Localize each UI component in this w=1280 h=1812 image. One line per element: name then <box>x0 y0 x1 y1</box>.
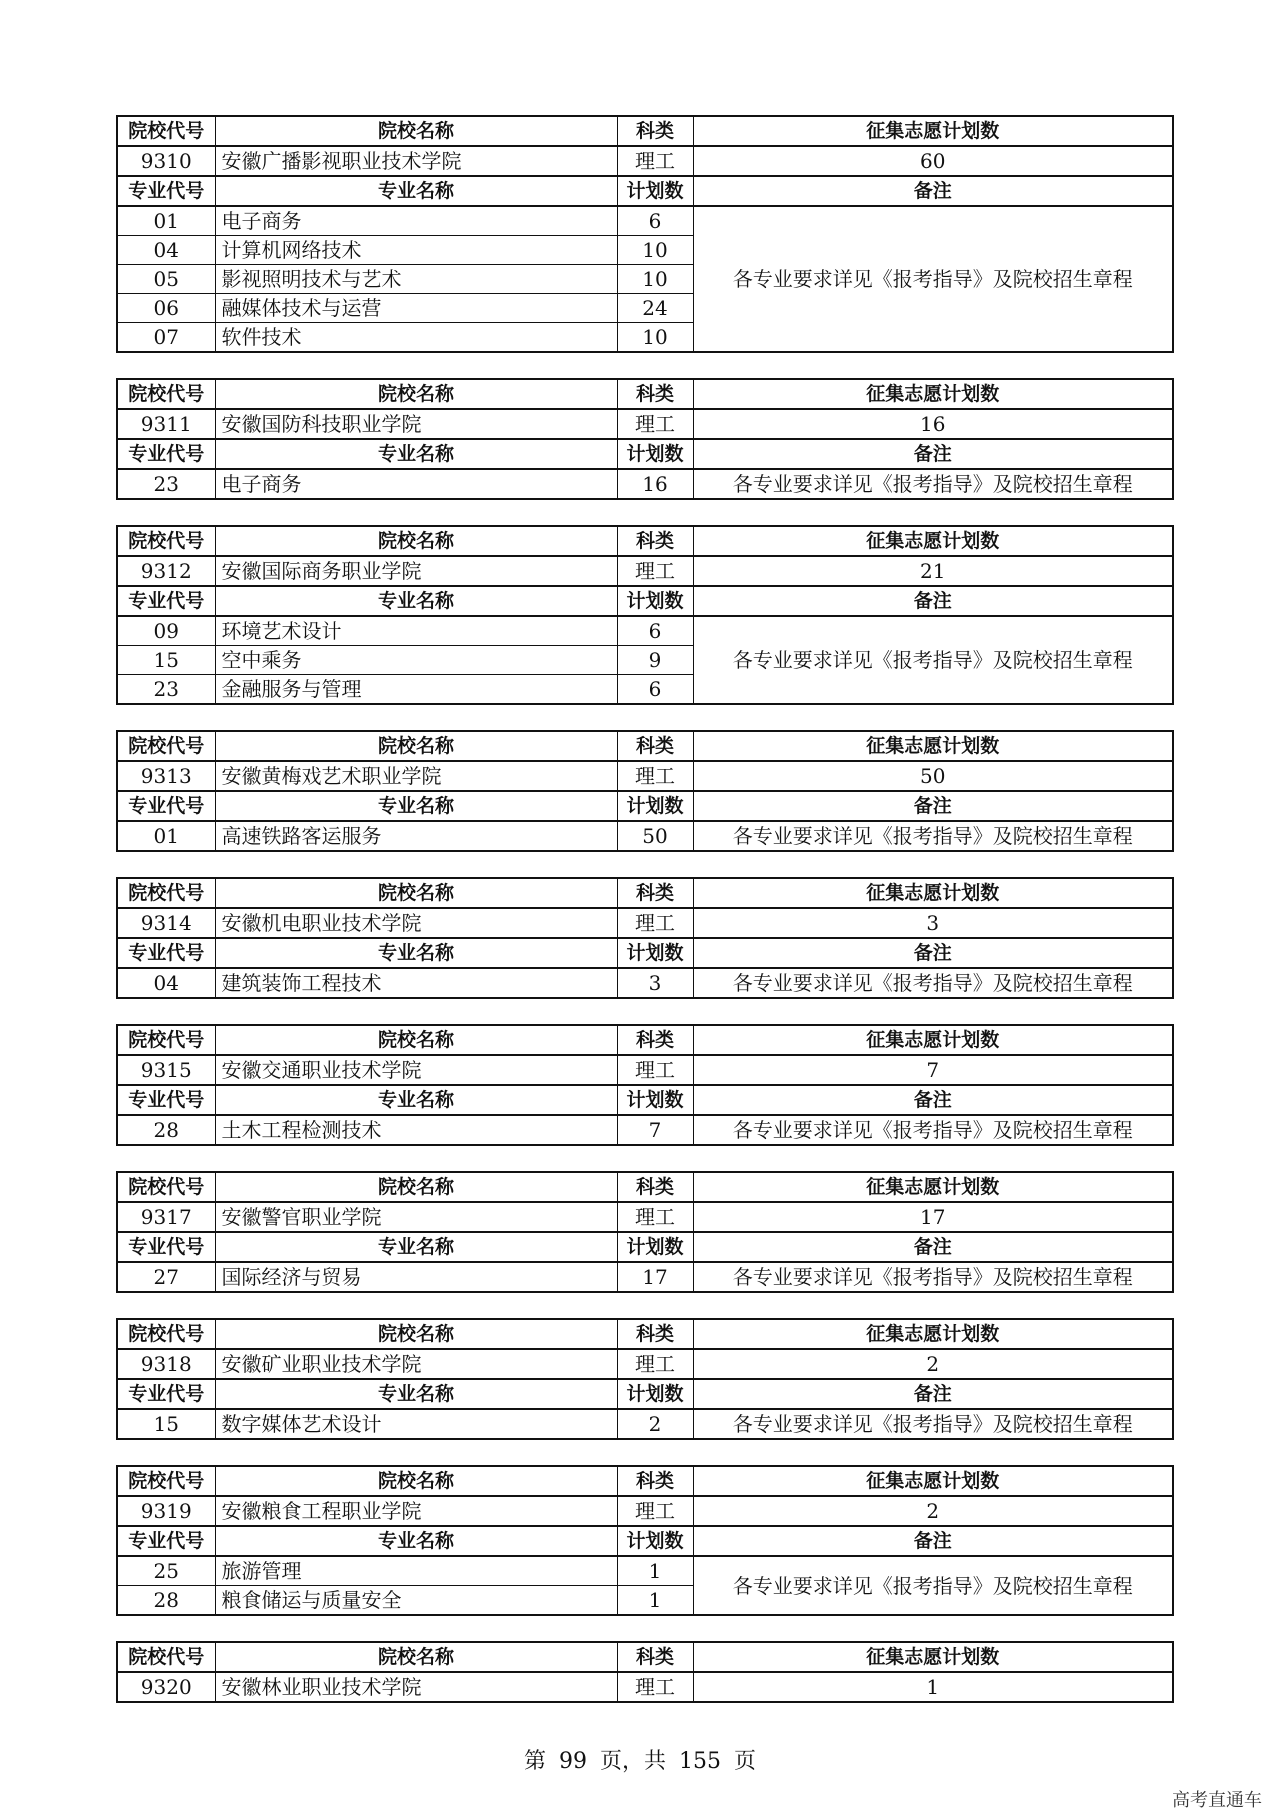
plan-total-header: 征集志愿计划数 <box>693 1319 1173 1349</box>
school-block <box>116 525 1174 705</box>
major-note: 各专业要求详见《报考指导》及院校招生章程 <box>693 616 1173 704</box>
school-row <box>117 409 1173 439</box>
major-plan-count: 10 <box>617 323 693 353</box>
school-name-header: 院校名称 <box>215 878 617 908</box>
major-plan-count: 9 <box>617 646 693 675</box>
major-name: 空中乘务 <box>215 646 617 675</box>
school-block <box>116 730 1174 852</box>
school-name: 安徽机电职业技术学院 <box>215 908 617 938</box>
note-header: 备注 <box>693 1379 1173 1409</box>
major-code-header: 专业代号 <box>117 791 215 821</box>
school-code: 9312 <box>117 556 215 586</box>
school-code-header: 院校代号 <box>117 379 215 409</box>
school-block <box>116 1171 1174 1293</box>
major-code-header: 专业代号 <box>117 1379 215 1409</box>
school-header-row <box>117 878 1173 908</box>
school-name-header: 院校名称 <box>215 1466 617 1496</box>
note-header: 备注 <box>693 1232 1173 1262</box>
school-code-header: 院校代号 <box>117 878 215 908</box>
plan-count-header: 计划数 <box>617 938 693 968</box>
school-category: 理工 <box>617 1496 693 1526</box>
major-name: 融媒体技术与运营 <box>215 294 617 323</box>
school-code: 9317 <box>117 1202 215 1232</box>
school-name-header: 院校名称 <box>215 731 617 761</box>
major-row <box>117 469 1173 499</box>
school-row <box>117 1672 1173 1702</box>
school-code-header: 院校代号 <box>117 526 215 556</box>
school-category: 理工 <box>617 1055 693 1085</box>
school-block <box>116 1465 1174 1616</box>
school-name: 安徽警官职业学院 <box>215 1202 617 1232</box>
note-header: 备注 <box>693 791 1173 821</box>
major-plan-count: 7 <box>617 1115 693 1145</box>
school-plan-total: 2 <box>693 1349 1173 1379</box>
category-header: 科类 <box>617 116 693 146</box>
major-code: 01 <box>117 206 215 236</box>
school-block <box>116 1318 1174 1440</box>
major-code: 23 <box>117 675 215 705</box>
watermark-text: 高考直通车 <box>1172 1790 1262 1811</box>
school-code: 9315 <box>117 1055 215 1085</box>
major-header-row <box>117 176 1173 206</box>
major-header-row <box>117 791 1173 821</box>
school-name: 安徽广播影视职业技术学院 <box>215 146 617 176</box>
category-header: 科类 <box>617 731 693 761</box>
school-category: 理工 <box>617 1672 693 1702</box>
school-code-header: 院校代号 <box>117 731 215 761</box>
major-plan-count: 16 <box>617 469 693 499</box>
school-category: 理工 <box>617 1349 693 1379</box>
footer-total-pages: 155 <box>679 1749 721 1774</box>
major-row <box>117 968 1173 998</box>
school-plan-total: 1 <box>693 1672 1173 1702</box>
school-category: 理工 <box>617 1202 693 1232</box>
major-plan-count: 10 <box>617 265 693 294</box>
school-category: 理工 <box>617 761 693 791</box>
school-code: 9318 <box>117 1349 215 1379</box>
school-plan-total: 3 <box>693 908 1173 938</box>
major-header-row <box>117 1085 1173 1115</box>
major-name: 粮食储运与质量安全 <box>215 1586 617 1616</box>
school-header-row <box>117 1025 1173 1055</box>
school-name: 安徽黄梅戏艺术职业学院 <box>215 761 617 791</box>
school-name-header: 院校名称 <box>215 1642 617 1672</box>
school-tables <box>116 115 1172 1728</box>
note-header: 备注 <box>693 439 1173 469</box>
major-name-header: 专业名称 <box>215 176 617 206</box>
plan-total-header: 征集志愿计划数 <box>693 1025 1173 1055</box>
plan-count-header: 计划数 <box>617 791 693 821</box>
major-note: 各专业要求详见《报考指导》及院校招生章程 <box>693 1262 1173 1292</box>
major-code-header: 专业代号 <box>117 586 215 616</box>
major-plan-count: 1 <box>617 1556 693 1586</box>
major-plan-count: 10 <box>617 236 693 265</box>
plan-total-header: 征集志愿计划数 <box>693 1642 1173 1672</box>
major-note: 各专业要求详见《报考指导》及院校招生章程 <box>693 1115 1173 1145</box>
category-header: 科类 <box>617 526 693 556</box>
school-block <box>116 115 1174 353</box>
major-name: 电子商务 <box>215 206 617 236</box>
school-category: 理工 <box>617 908 693 938</box>
major-code: 07 <box>117 323 215 353</box>
major-code: 23 <box>117 469 215 499</box>
major-name: 影视照明技术与艺术 <box>215 265 617 294</box>
school-block <box>116 1024 1174 1146</box>
category-header: 科类 <box>617 878 693 908</box>
school-name-header: 院校名称 <box>215 1172 617 1202</box>
major-note: 各专业要求详见《报考指导》及院校招生章程 <box>693 1409 1173 1439</box>
major-note: 各专业要求详见《报考指导》及院校招生章程 <box>693 469 1173 499</box>
school-plan-total: 60 <box>693 146 1173 176</box>
school-header-row <box>117 526 1173 556</box>
major-code: 25 <box>117 1556 215 1586</box>
major-name: 计算机网络技术 <box>215 236 617 265</box>
major-code-header: 专业代号 <box>117 1085 215 1115</box>
note-header: 备注 <box>693 1085 1173 1115</box>
footer-suffix: 页 <box>734 1749 757 1774</box>
school-block <box>116 877 1174 999</box>
major-name: 高速铁路客运服务 <box>215 821 617 851</box>
major-name: 软件技术 <box>215 323 617 353</box>
school-header-row <box>117 1172 1173 1202</box>
school-name-header: 院校名称 <box>215 526 617 556</box>
school-header-row <box>117 1319 1173 1349</box>
major-code: 09 <box>117 616 215 646</box>
major-name: 建筑装饰工程技术 <box>215 968 617 998</box>
major-name: 金融服务与管理 <box>215 675 617 705</box>
major-header-row <box>117 1232 1173 1262</box>
school-plan-total: 7 <box>693 1055 1173 1085</box>
major-name-header: 专业名称 <box>215 1379 617 1409</box>
major-code-header: 专业代号 <box>117 439 215 469</box>
footer-page-number: 99 <box>558 1749 587 1774</box>
category-header: 科类 <box>617 1172 693 1202</box>
school-category: 理工 <box>617 409 693 439</box>
school-code-header: 院校代号 <box>117 116 215 146</box>
school-code: 9310 <box>117 146 215 176</box>
category-header: 科类 <box>617 379 693 409</box>
major-row <box>117 1556 1173 1586</box>
school-name-header: 院校名称 <box>215 379 617 409</box>
major-name: 数字媒体艺术设计 <box>215 1409 617 1439</box>
category-header: 科类 <box>617 1319 693 1349</box>
school-name-header: 院校名称 <box>215 1319 617 1349</box>
major-row <box>117 1262 1173 1292</box>
school-row <box>117 761 1173 791</box>
school-header-row <box>117 1642 1173 1672</box>
major-plan-count: 6 <box>617 616 693 646</box>
school-code-header: 院校代号 <box>117 1642 215 1672</box>
major-code: 01 <box>117 821 215 851</box>
major-row <box>117 1409 1173 1439</box>
major-note: 各专业要求详见《报考指导》及院校招生章程 <box>693 821 1173 851</box>
school-name: 安徽粮食工程职业学院 <box>215 1496 617 1526</box>
major-plan-count: 6 <box>617 206 693 236</box>
major-header-row <box>117 1526 1173 1556</box>
school-category: 理工 <box>617 556 693 586</box>
major-name: 国际经济与贸易 <box>215 1262 617 1292</box>
school-plan-total: 2 <box>693 1496 1173 1526</box>
major-name-header: 专业名称 <box>215 1085 617 1115</box>
major-header-row <box>117 586 1173 616</box>
plan-count-header: 计划数 <box>617 1232 693 1262</box>
major-code: 28 <box>117 1115 215 1145</box>
major-plan-count: 50 <box>617 821 693 851</box>
school-code: 9313 <box>117 761 215 791</box>
major-header-row <box>117 938 1173 968</box>
note-header: 备注 <box>693 938 1173 968</box>
school-code: 9320 <box>117 1672 215 1702</box>
major-header-row <box>117 439 1173 469</box>
major-name: 旅游管理 <box>215 1556 617 1586</box>
plan-total-header: 征集志愿计划数 <box>693 379 1173 409</box>
major-code-header: 专业代号 <box>117 176 215 206</box>
major-code: 15 <box>117 1409 215 1439</box>
major-name-header: 专业名称 <box>215 586 617 616</box>
footer-prefix: 第 <box>523 1749 546 1774</box>
school-header-row <box>117 731 1173 761</box>
major-code: 04 <box>117 236 215 265</box>
school-row <box>117 1055 1173 1085</box>
major-code-header: 专业代号 <box>117 1526 215 1556</box>
major-code: 15 <box>117 646 215 675</box>
school-code-header: 院校代号 <box>117 1172 215 1202</box>
major-row <box>117 206 1173 236</box>
major-plan-count: 3 <box>617 968 693 998</box>
major-name-header: 专业名称 <box>215 1232 617 1262</box>
plan-count-header: 计划数 <box>617 176 693 206</box>
school-row <box>117 556 1173 586</box>
major-row <box>117 616 1173 646</box>
school-code: 9314 <box>117 908 215 938</box>
school-category: 理工 <box>617 146 693 176</box>
school-plan-total: 50 <box>693 761 1173 791</box>
school-plan-total: 21 <box>693 556 1173 586</box>
note-header: 备注 <box>693 586 1173 616</box>
major-code: 27 <box>117 1262 215 1292</box>
footer-middle: 页，共 <box>599 1749 666 1774</box>
category-header: 科类 <box>617 1025 693 1055</box>
major-name: 环境艺术设计 <box>215 616 617 646</box>
school-plan-total: 17 <box>693 1202 1173 1232</box>
school-row <box>117 1349 1173 1379</box>
plan-count-header: 计划数 <box>617 1379 693 1409</box>
plan-total-header: 征集志愿计划数 <box>693 526 1173 556</box>
major-name: 电子商务 <box>215 469 617 499</box>
major-header-row <box>117 1379 1173 1409</box>
major-name-header: 专业名称 <box>215 791 617 821</box>
school-plan-total: 16 <box>693 409 1173 439</box>
school-block <box>116 378 1174 500</box>
school-code: 9319 <box>117 1496 215 1526</box>
plan-count-header: 计划数 <box>617 586 693 616</box>
major-note: 各专业要求详见《报考指导》及院校招生章程 <box>693 968 1173 998</box>
page-footer <box>0 1744 1280 1775</box>
school-row <box>117 1496 1173 1526</box>
plan-total-header: 征集志愿计划数 <box>693 116 1173 146</box>
major-code: 04 <box>117 968 215 998</box>
school-row <box>117 908 1173 938</box>
major-note: 各专业要求详见《报考指导》及院校招生章程 <box>693 206 1173 352</box>
major-row <box>117 1115 1173 1145</box>
major-code-header: 专业代号 <box>117 938 215 968</box>
plan-total-header: 征集志愿计划数 <box>693 878 1173 908</box>
major-code-header: 专业代号 <box>117 1232 215 1262</box>
plan-total-header: 征集志愿计划数 <box>693 731 1173 761</box>
school-name: 安徽林业职业技术学院 <box>215 1672 617 1702</box>
major-plan-count: 17 <box>617 1262 693 1292</box>
major-name-header: 专业名称 <box>215 1526 617 1556</box>
major-code: 05 <box>117 265 215 294</box>
school-name-header: 院校名称 <box>215 116 617 146</box>
category-header: 科类 <box>617 1466 693 1496</box>
category-header: 科类 <box>617 1642 693 1672</box>
major-code: 28 <box>117 1586 215 1616</box>
school-name: 安徽矿业职业技术学院 <box>215 1349 617 1379</box>
major-plan-count: 24 <box>617 294 693 323</box>
major-name-header: 专业名称 <box>215 439 617 469</box>
major-row <box>117 821 1173 851</box>
school-code-header: 院校代号 <box>117 1319 215 1349</box>
plan-total-header: 征集志愿计划数 <box>693 1466 1173 1496</box>
plan-total-header: 征集志愿计划数 <box>693 1172 1173 1202</box>
school-row <box>117 1202 1173 1232</box>
major-name: 土木工程检测技术 <box>215 1115 617 1145</box>
plan-count-header: 计划数 <box>617 1526 693 1556</box>
school-code-header: 院校代号 <box>117 1025 215 1055</box>
major-plan-count: 1 <box>617 1586 693 1616</box>
school-name: 安徽国际商务职业学院 <box>215 556 617 586</box>
school-code-header: 院校代号 <box>117 1466 215 1496</box>
major-plan-count: 6 <box>617 675 693 705</box>
school-name: 安徽交通职业技术学院 <box>215 1055 617 1085</box>
major-code: 06 <box>117 294 215 323</box>
major-note: 各专业要求详见《报考指导》及院校招生章程 <box>693 1556 1173 1615</box>
school-block <box>116 1641 1174 1703</box>
school-header-row <box>117 1466 1173 1496</box>
note-header: 备注 <box>693 1526 1173 1556</box>
school-row <box>117 146 1173 176</box>
plan-count-header: 计划数 <box>617 439 693 469</box>
note-header: 备注 <box>693 176 1173 206</box>
school-name-header: 院校名称 <box>215 1025 617 1055</box>
school-name: 安徽国防科技职业学院 <box>215 409 617 439</box>
school-header-row <box>117 379 1173 409</box>
major-name-header: 专业名称 <box>215 938 617 968</box>
plan-count-header: 计划数 <box>617 1085 693 1115</box>
school-code: 9311 <box>117 409 215 439</box>
major-plan-count: 2 <box>617 1409 693 1439</box>
school-header-row <box>117 116 1173 146</box>
